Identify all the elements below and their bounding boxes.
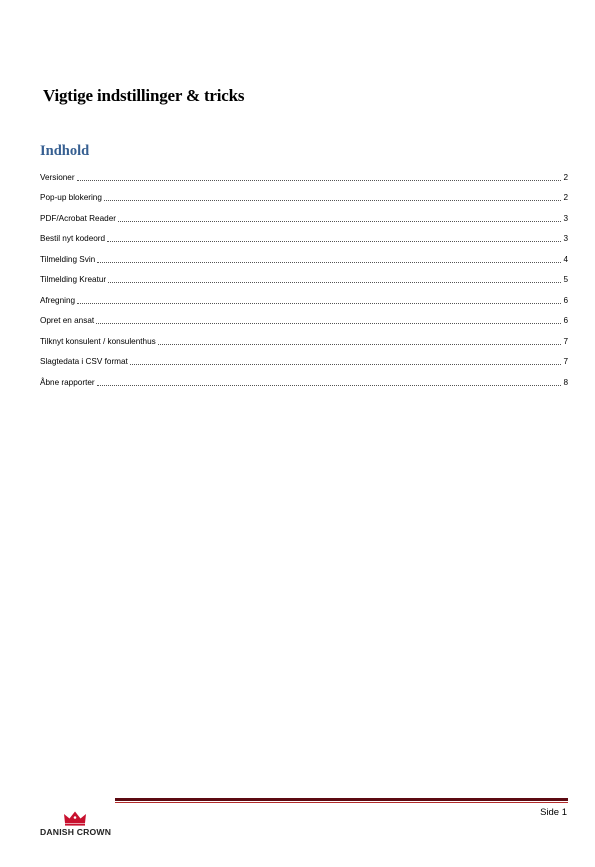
toc-entry-page: 2 [563,193,568,202]
toc-entry-label: PDF/Acrobat Reader [40,213,116,223]
toc-entry-aabne-rapporter[interactable] [40,367,568,388]
toc-entry-opret-en-ansat[interactable] [40,306,568,327]
toc-entry-page: 2 [563,172,568,182]
toc-dot-leader [97,385,562,386]
toc-dot-leader [96,323,561,324]
toc-entry-page: 3 [563,234,568,243]
danish-crown-logo [40,810,112,840]
toc-entry-pdf-acrobat-reader[interactable] [40,203,568,224]
toc-dot-leader [97,262,561,263]
toc-dot-leader [130,364,562,365]
toc-heading: Indhold [40,143,90,159]
toc-entry-label: Afregning [40,295,76,305]
toc-entry-page: 4 [563,254,568,264]
toc-entry-label: Opret en ansat [40,316,95,325]
crown-icon [63,810,87,826]
toc-entry-label: Pop-up blokering [40,193,102,202]
toc-entry-page: 5 [563,275,568,284]
toc-dot-leader [118,221,561,222]
toc-entry-label: Tilmelding Kreatur [40,275,107,284]
toc-entry-page: 6 [563,316,568,325]
toc-dot-leader [107,241,561,242]
toc-entry-page: 6 [563,295,568,305]
toc-entry-popup-blokering[interactable] [40,183,568,204]
footer-divider-accent [115,802,568,803]
toc-dot-leader [104,200,562,201]
toc-dot-leader [77,303,561,304]
table-of-contents [40,162,568,388]
toc-entry-label: Åbne rapporter [40,377,95,387]
page-number: Side 1 [540,807,567,818]
toc-entry-bestil-nyt-kodeord[interactable] [40,224,568,245]
toc-entry-slagtedata-csv[interactable] [40,347,568,368]
footer-divider [115,798,568,801]
toc-dot-leader [158,344,562,345]
toc-entry-versioner[interactable] [40,162,568,183]
toc-entry-label: Bestil nyt kodeord [40,234,106,243]
toc-entry-label: Versioner [40,172,75,182]
document-title: Vigtige indstillinger & tricks [43,86,245,105]
toc-entry-label: Slagtedata i CSV format [40,357,128,366]
toc-entry-afregning[interactable] [40,285,568,306]
toc-entry-tilmelding-svin[interactable] [40,244,568,265]
toc-entry-page: 8 [563,377,568,387]
toc-entry-page: 3 [563,213,568,223]
toc-entry-label: Tilmelding Svin [40,254,96,264]
toc-entry-page: 7 [563,357,568,366]
toc-entry-label: Tilknyt konsulent / konsulenthus [40,336,156,346]
toc-dot-leader [77,180,562,181]
toc-entry-page: 7 [563,336,568,346]
toc-entry-tilknyt-konsulent[interactable] [40,326,568,347]
toc-entry-tilmelding-kreatur[interactable] [40,265,568,286]
toc-dot-leader [108,282,561,283]
logo-wordmark: DANISH CROWN [40,827,112,837]
